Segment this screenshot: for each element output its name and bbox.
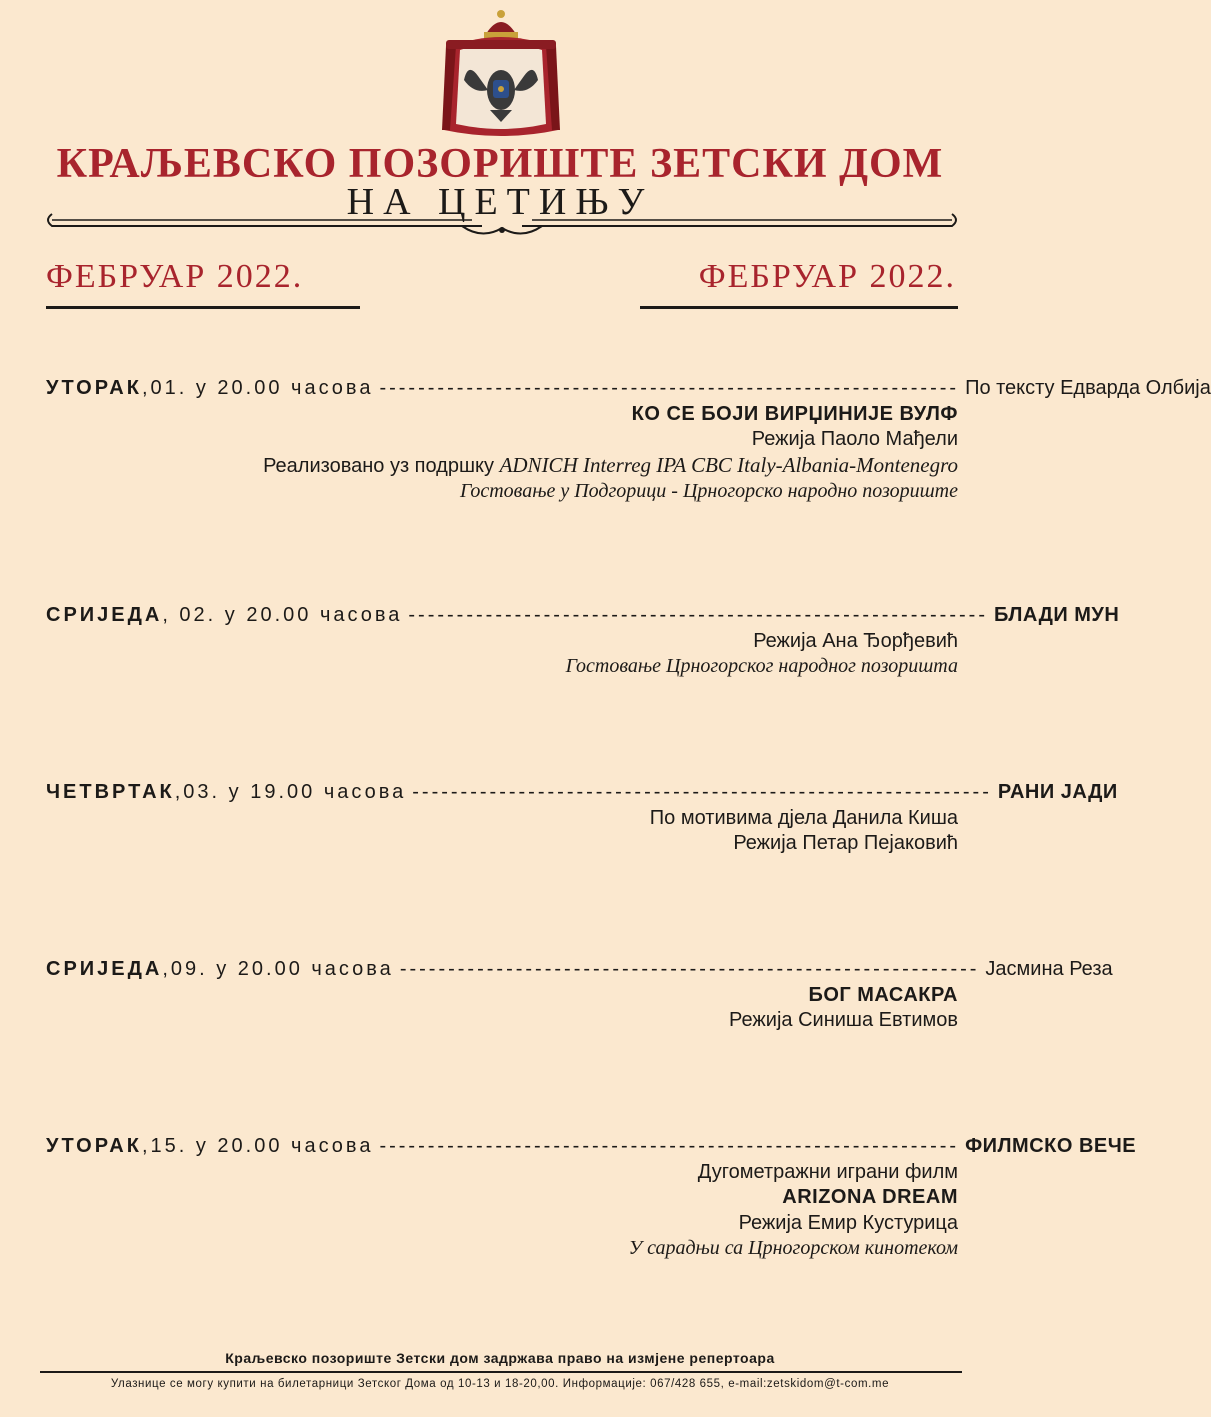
event-time: , 02. у 20.00 часова xyxy=(162,604,403,626)
event-note: Гостовање Црногорског народног позоришта xyxy=(565,655,958,677)
support-program: ADNICH Interreg IPA CBC Italy-Albania-Montenegro xyxy=(499,452,958,477)
event-author: По тексту Едварда Олбија xyxy=(965,377,1211,399)
event-title: РАНИ ЈАДИ xyxy=(997,781,1118,803)
event-director: Режија Синиша Евтимов xyxy=(729,1009,958,1031)
event-date-line xyxy=(46,957,1113,983)
event-support xyxy=(46,453,958,480)
support-prefix: Реализовано уз подршку xyxy=(263,454,500,477)
event-director: Режија Емир Кустурица xyxy=(738,1211,958,1234)
month-rule-left xyxy=(46,306,360,309)
ticket-info: Улазнице се могу купити на билетарници Зетског Дома од 10-13 и 18-20,00. Информације: 067/428 655, e-mail:zetskidom@t-com.me xyxy=(110,1378,890,1390)
theatre-subtitle: НА ЦЕТИЊУ xyxy=(346,181,654,223)
event-director: Режија Паоло Мађели xyxy=(751,428,958,450)
event-note: Гостовање у Подгорици - Црногорско народно позориште xyxy=(460,480,958,502)
month-label-left: ФЕБРУАР 2022. xyxy=(46,258,304,295)
theatre-title: КРАЉЕВСКО ПОЗОРИШТЕ ЗЕТСКИ ДОМ xyxy=(56,141,944,187)
event-title: ФИЛМСКО ВЕЧЕ xyxy=(965,1135,1137,1157)
event-time: ,01. у 20.00 часова xyxy=(141,377,374,399)
repertoire-notice: Краљевско позориште Зетски дом задржава право на измјене репертоара xyxy=(225,1350,775,1366)
month-rule-right xyxy=(640,306,958,309)
event-date-line xyxy=(46,376,1211,402)
event-date-line xyxy=(46,603,1120,629)
footer-divider xyxy=(40,1371,962,1373)
event-day: СРИЈЕДА xyxy=(46,604,163,626)
event-title: БОГ МАСАКРА xyxy=(808,983,958,1006)
event-day: ЧЕТВРТАК xyxy=(46,781,175,803)
event-note: У сарадњи са Црногорском кинотеком xyxy=(628,1237,958,1259)
film-title: ARIZONA DREAM xyxy=(782,1186,958,1208)
event-item xyxy=(46,780,1118,857)
event-item xyxy=(46,376,1211,505)
dash-leader: ------------------------------------------------------------ xyxy=(379,377,960,399)
dash-leader: ------------------------------------------------------------ xyxy=(399,958,980,980)
event-title: БЛАДИ МУН xyxy=(993,604,1120,626)
event-description: По мотивима дјела Данила Киша xyxy=(649,806,958,829)
event-item xyxy=(46,603,1120,680)
event-description: Дугометражни играни филм xyxy=(697,1160,958,1183)
event-item xyxy=(46,957,1113,1034)
event-date-line xyxy=(46,1134,1137,1160)
event-director: Режија Петар Пејаковић xyxy=(733,832,958,854)
event-author: Јасмина Реза xyxy=(985,958,1113,980)
royal-crest-icon xyxy=(438,6,564,144)
event-time: ,15. у 20.00 часова xyxy=(141,1135,374,1157)
dash-leader: ------------------------------------------------------------ xyxy=(408,604,988,626)
event-time: ,03. у 19.00 часова xyxy=(174,781,407,803)
event-day: СРИЈЕДА xyxy=(46,958,163,980)
event-title: КО СЕ БОЈИ ВИРЏИНИЈЕ ВУЛФ xyxy=(631,402,958,425)
dash-leader: ------------------------------------------------------------ xyxy=(412,781,992,803)
dash-leader: ------------------------------------------------------------ xyxy=(379,1135,960,1157)
event-item xyxy=(46,1134,1137,1262)
event-day: УТОРАК xyxy=(46,377,142,399)
event-time: ,09. у 20.00 часова xyxy=(162,958,394,980)
ornament-divider-icon xyxy=(42,206,962,242)
event-date-line xyxy=(46,780,1118,806)
event-director: Режија Ана Ђорђевић xyxy=(753,629,958,652)
month-label-right: ФЕБРУАР 2022. xyxy=(698,258,956,295)
event-day: УТОРАК xyxy=(46,1135,142,1157)
